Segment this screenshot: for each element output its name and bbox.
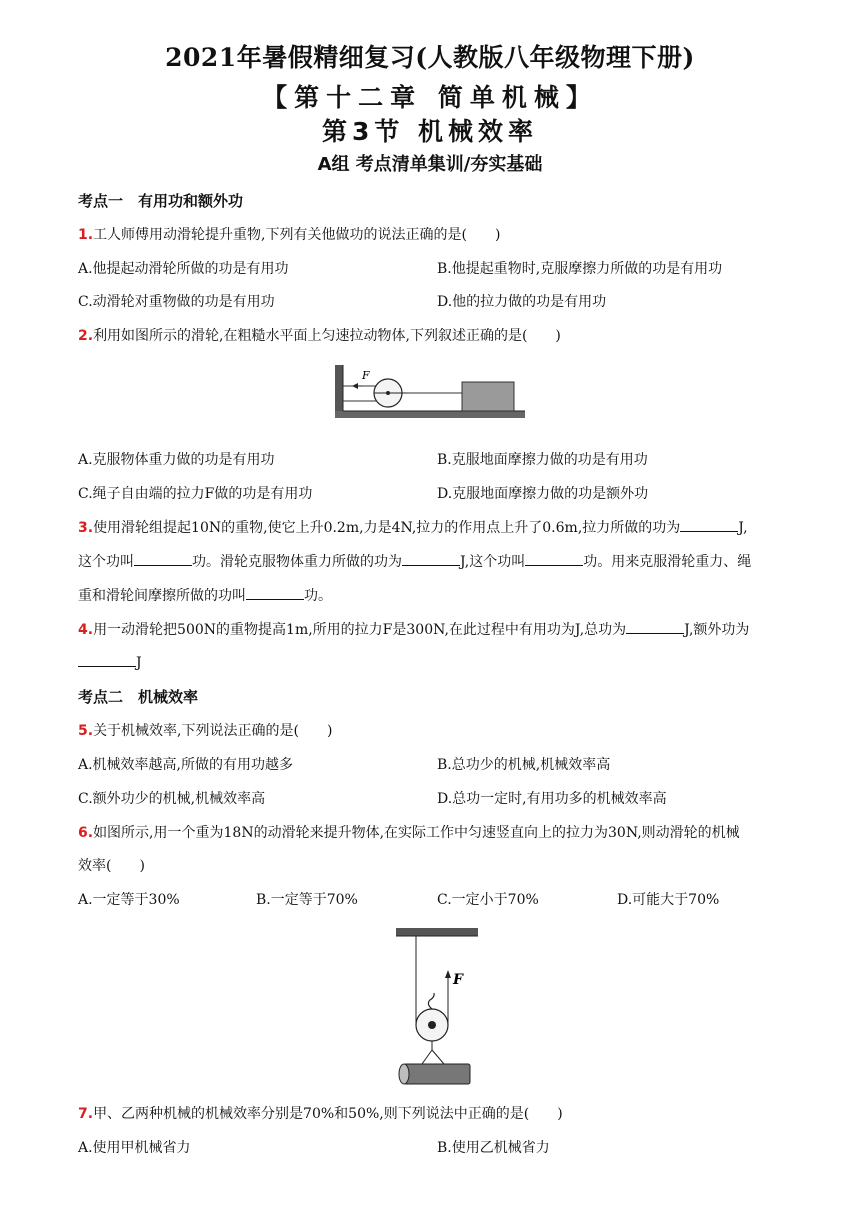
question-stem: 工人师傅用动滑轮提升重物,下列有关他做功的说法正确的是( ) <box>93 227 501 243</box>
q5-option-a: A.机械效率越高,所做的有用功越多 <box>78 757 294 773</box>
q4-text: J,额外功为 <box>684 622 750 638</box>
question-3-line-3 <box>78 585 332 605</box>
question-4-line-2 <box>78 652 142 671</box>
question-2 <box>78 325 561 345</box>
doc-title: 2021年暑假精细复习(人教版八年级物理下册) <box>165 43 695 72</box>
question-3-line-1 <box>78 517 748 537</box>
question-number: 5. <box>78 723 94 739</box>
question-number: 1. <box>78 227 94 243</box>
group-title: A组 考点清单集训/夯实基础 <box>317 154 543 175</box>
answer-blank[interactable] <box>525 551 583 566</box>
q6-option-d: D.可能大于70% <box>617 892 720 908</box>
q3-text: 这个功叫 <box>78 554 134 570</box>
answer-blank[interactable] <box>626 619 684 634</box>
q2-option-b: B.克服地面摩擦力做的功是有用功 <box>437 452 648 468</box>
pulley-vertical-figure <box>392 924 484 1090</box>
question-stem: 如图所示,用一个重为18N的动滑轮来提升物体,在实际工作中匀速竖直向上的拉力为30N,则动滑轮的机械 <box>93 825 740 841</box>
question-number: 4. <box>78 622 94 638</box>
answer-blank[interactable] <box>680 517 738 532</box>
q3-text: 功。 <box>304 588 332 604</box>
question-3-line-2 <box>78 551 751 571</box>
q1-option-a: A.他提起动滑轮所做的功是有用功 <box>78 261 289 277</box>
question-stem: 利用如图所示的滑轮,在粗糙水平面上匀速拉动物体,下列叙述正确的是( ) <box>93 328 561 344</box>
question-6-line-1 <box>78 822 740 842</box>
q2-option-a: A.克服物体重力做的功是有用功 <box>78 452 275 468</box>
q3-text: 功。用来克服滑轮重力、绳 <box>583 554 752 570</box>
q3-text: J, <box>738 520 748 536</box>
answer-blank[interactable] <box>134 551 192 566</box>
q3-text: 重和滑轮间摩擦所做的功叫 <box>78 588 246 604</box>
q5-option-c: C.额外功少的机械,机械效率高 <box>78 791 266 807</box>
q2-option-c: C.绳子自由端的拉力F做的功是有用功 <box>78 486 313 502</box>
q6-option-c: C.一定小于70% <box>437 892 539 908</box>
q1-option-d: D.他的拉力做的功是有用功 <box>437 294 607 310</box>
question-5 <box>78 720 332 740</box>
q3-text: J,这个功叫 <box>460 554 526 570</box>
section-title: 第3节 机械效率 <box>321 117 539 146</box>
pulley-horizontal-figure <box>332 361 528 427</box>
q2-option-d: D.克服地面摩擦力做的功是额外功 <box>437 486 649 502</box>
q5-option-b: B.总功少的机械,机械效率高 <box>437 757 611 773</box>
question-4-line-1 <box>78 619 749 639</box>
question-6-line-2: 效率( ) <box>78 858 145 874</box>
q7-option-a: A.使用甲机械省力 <box>78 1140 191 1156</box>
question-number: 3. <box>78 520 94 536</box>
q3-text: 功。滑轮克服物体重力所做的功为 <box>192 554 402 570</box>
q6-option-a: A.一定等于30% <box>78 892 180 908</box>
q3-text: 使用滑轮组提起10N的重物,使它上升0.2m,力是4N,拉力的作用点上升了0.6m,拉力所做的功为 <box>93 520 681 536</box>
question-1 <box>78 224 500 244</box>
question-stem: 甲、乙两种机械的机械效率分别是70%和50%,则下列说法中正确的是( ) <box>93 1106 563 1122</box>
chapter-title: 【第十二章 简单机械】 <box>262 83 598 112</box>
q1-option-b: B.他提起重物时,克服摩擦力所做的功是有用功 <box>437 261 723 277</box>
q6-option-b: B.一定等于70% <box>256 892 358 908</box>
q4-text: 用一动滑轮把500N的重物提高1m,所用的拉力F是300N,在此过程中有用功为J,总功为 <box>93 622 627 638</box>
q5-option-d: D.总功一定时,有用功多的机械效率高 <box>437 791 667 807</box>
answer-blank[interactable] <box>78 652 136 667</box>
q7-option-b: B.使用乙机械省力 <box>437 1140 550 1156</box>
answer-blank[interactable] <box>402 551 460 566</box>
question-number: 6. <box>78 825 94 841</box>
force-label: F <box>453 972 463 988</box>
question-number: 2. <box>78 328 94 344</box>
question-7 <box>78 1103 563 1123</box>
q1-option-c: C.动滑轮对重物做的功是有用功 <box>78 294 275 310</box>
section-heading-2: 考点二 机械效率 <box>78 688 199 706</box>
answer-blank[interactable] <box>246 585 304 600</box>
force-label: F <box>362 369 370 382</box>
section-heading-1: 考点一 有用功和额外功 <box>78 192 244 210</box>
q4-text: J <box>136 655 142 671</box>
question-number: 7. <box>78 1106 94 1122</box>
question-stem: 关于机械效率,下列说法正确的是( ) <box>93 723 333 739</box>
